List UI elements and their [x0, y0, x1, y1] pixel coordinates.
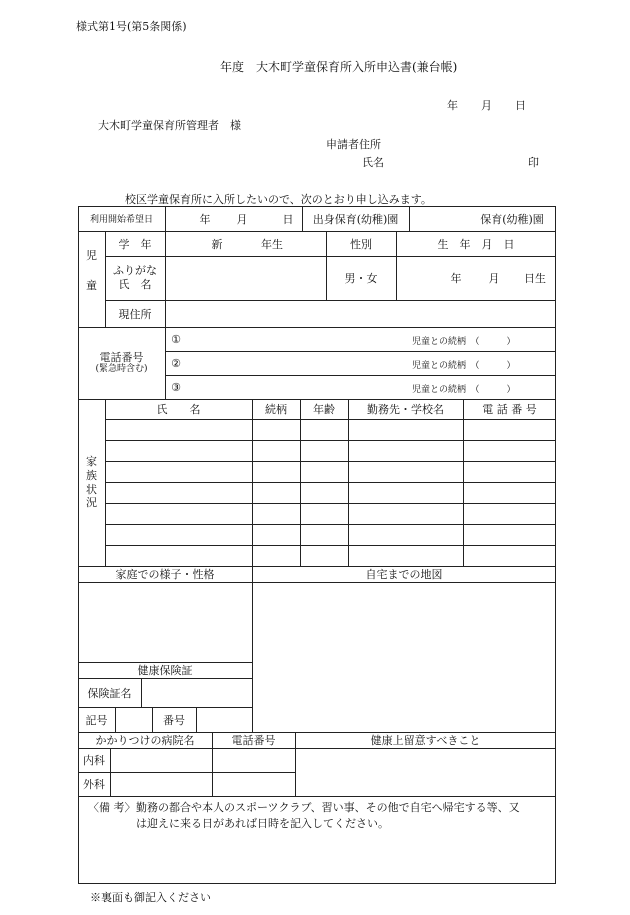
family-header-workplace: 勤務先・学校名 [367, 403, 444, 416]
remarks-label: 〈備 考〉 [88, 801, 136, 814]
phone-sub-label: (緊急時含む) [95, 364, 148, 375]
dob-born: 日生 [524, 272, 546, 285]
phone-input-1[interactable] [190, 330, 405, 348]
phone-num-2: ② [171, 356, 181, 370]
applicant-address-label: 申請者住所 [326, 138, 381, 151]
family-header-age: 年齢 [313, 403, 335, 416]
origin-suffix: 保育(幼稚)園 [480, 212, 544, 226]
dob-year: 年 [450, 272, 462, 285]
insurance-symbol-input[interactable] [118, 710, 149, 729]
phone-input-2[interactable] [190, 354, 405, 372]
internal-medicine-label: 内科 [83, 754, 105, 767]
start-month: 月 [236, 212, 248, 226]
date-month-label: 月 [481, 99, 492, 112]
insurance-symbol-label: 記号 [85, 713, 108, 727]
family-label-char-3: 状 [86, 482, 97, 496]
behavior-input[interactable] [82, 586, 248, 660]
footer-note: ※裏面も御記入ください [90, 891, 211, 904]
hospital-phone-label: 電話番号 [231, 734, 276, 747]
gender-label: 性別 [350, 237, 372, 251]
insurance-cert-name-label: 保険証名 [87, 686, 132, 700]
family-header-name: 氏 名 [156, 403, 201, 416]
phone-relation-1: 児童との続柄 （ ） [412, 337, 516, 347]
phone-num-3: ③ [171, 380, 181, 394]
phone-label-block [78, 327, 165, 399]
phone-label: 電話番号 [99, 350, 144, 364]
statement: 校区学童保育所に入所したいので、次のとおり申し込みます。 [125, 193, 432, 206]
start-date-label: 利用開始希望日 [89, 215, 153, 225]
family-section-label [78, 399, 105, 566]
surgery-hospital-input[interactable] [113, 775, 209, 793]
insurance-label: 健康保険証 [137, 664, 193, 677]
grade-suffix: 年生 [261, 237, 283, 251]
phone-num-1: ① [171, 332, 181, 346]
child-label-1: 児 [86, 249, 97, 262]
date-year-label: 年 [447, 99, 458, 112]
map-label: 自宅までの地図 [365, 568, 443, 581]
dob-month: 月 [488, 272, 500, 285]
remarks-line-1: 勤務の都合や本人のスポーツクラブ、習い事、その他で自宅へ帰宅する等、又 [136, 801, 520, 814]
behavior-label: 家庭での様子・性格 [115, 568, 215, 581]
surgery-label: 外科 [83, 778, 105, 791]
dob-label: 生 年 月 日 [437, 237, 515, 251]
date-day-label: 日 [515, 99, 526, 112]
seal-label: 印 [528, 156, 539, 169]
family-label-char-1: 家 [86, 455, 97, 468]
address-label: 現住所 [118, 307, 152, 321]
furigana-name-label [105, 256, 165, 300]
start-year: 年 [199, 212, 211, 226]
family-label-char-4: 況 [86, 496, 97, 510]
grade-new: 新 [211, 237, 223, 251]
furigana-label: ふりがな [113, 264, 157, 278]
hospital-label: かかりつけの病院名 [95, 734, 195, 747]
origin-label: 出身保育(幼稚)園 [312, 212, 399, 226]
child-label-2: 童 [86, 279, 97, 292]
health-notes-label: 健康上留意すべきこと [370, 734, 481, 747]
family-header-relation: 続柄 [265, 403, 287, 416]
grade-label: 学 年 [118, 237, 152, 251]
start-day: 日 [282, 212, 294, 226]
origin-input[interactable] [420, 209, 466, 227]
phone-input-3[interactable] [190, 378, 405, 396]
remarks-line-2: は迎えに来る日があれば日時を記入してください。 [136, 817, 389, 830]
family-label-char-2: 族 [86, 468, 97, 482]
address-input[interactable] [170, 303, 550, 324]
form-title: 年度 大木町学童保育所入所申込書(兼台帳) [220, 60, 458, 74]
gender-value[interactable]: 男・女 [344, 272, 378, 285]
insurance-number-input[interactable] [199, 710, 249, 729]
family-header-phone: 電 話 番 号 [482, 403, 537, 416]
insurance-number-label: 番号 [163, 713, 185, 727]
form-number: 様式第1号(第5条関係) [76, 20, 187, 33]
map-area[interactable] [256, 586, 552, 728]
internal-hospital-input[interactable] [113, 751, 209, 769]
addressee: 大木町学童保育所管理者 様 [98, 119, 241, 132]
insurance-cert-name-input[interactable] [145, 681, 248, 704]
phone-relation-2: 児童との続柄 （ ） [412, 361, 516, 371]
child-name-input[interactable] [170, 260, 320, 296]
phone-relation-3: 児童との続柄 （ ） [412, 385, 516, 395]
child-name-label: 氏 名 [118, 278, 152, 291]
remarks-input[interactable] [82, 834, 552, 880]
applicant-name-label: 氏名 [362, 156, 384, 169]
health-notes-input[interactable] [298, 751, 552, 793]
